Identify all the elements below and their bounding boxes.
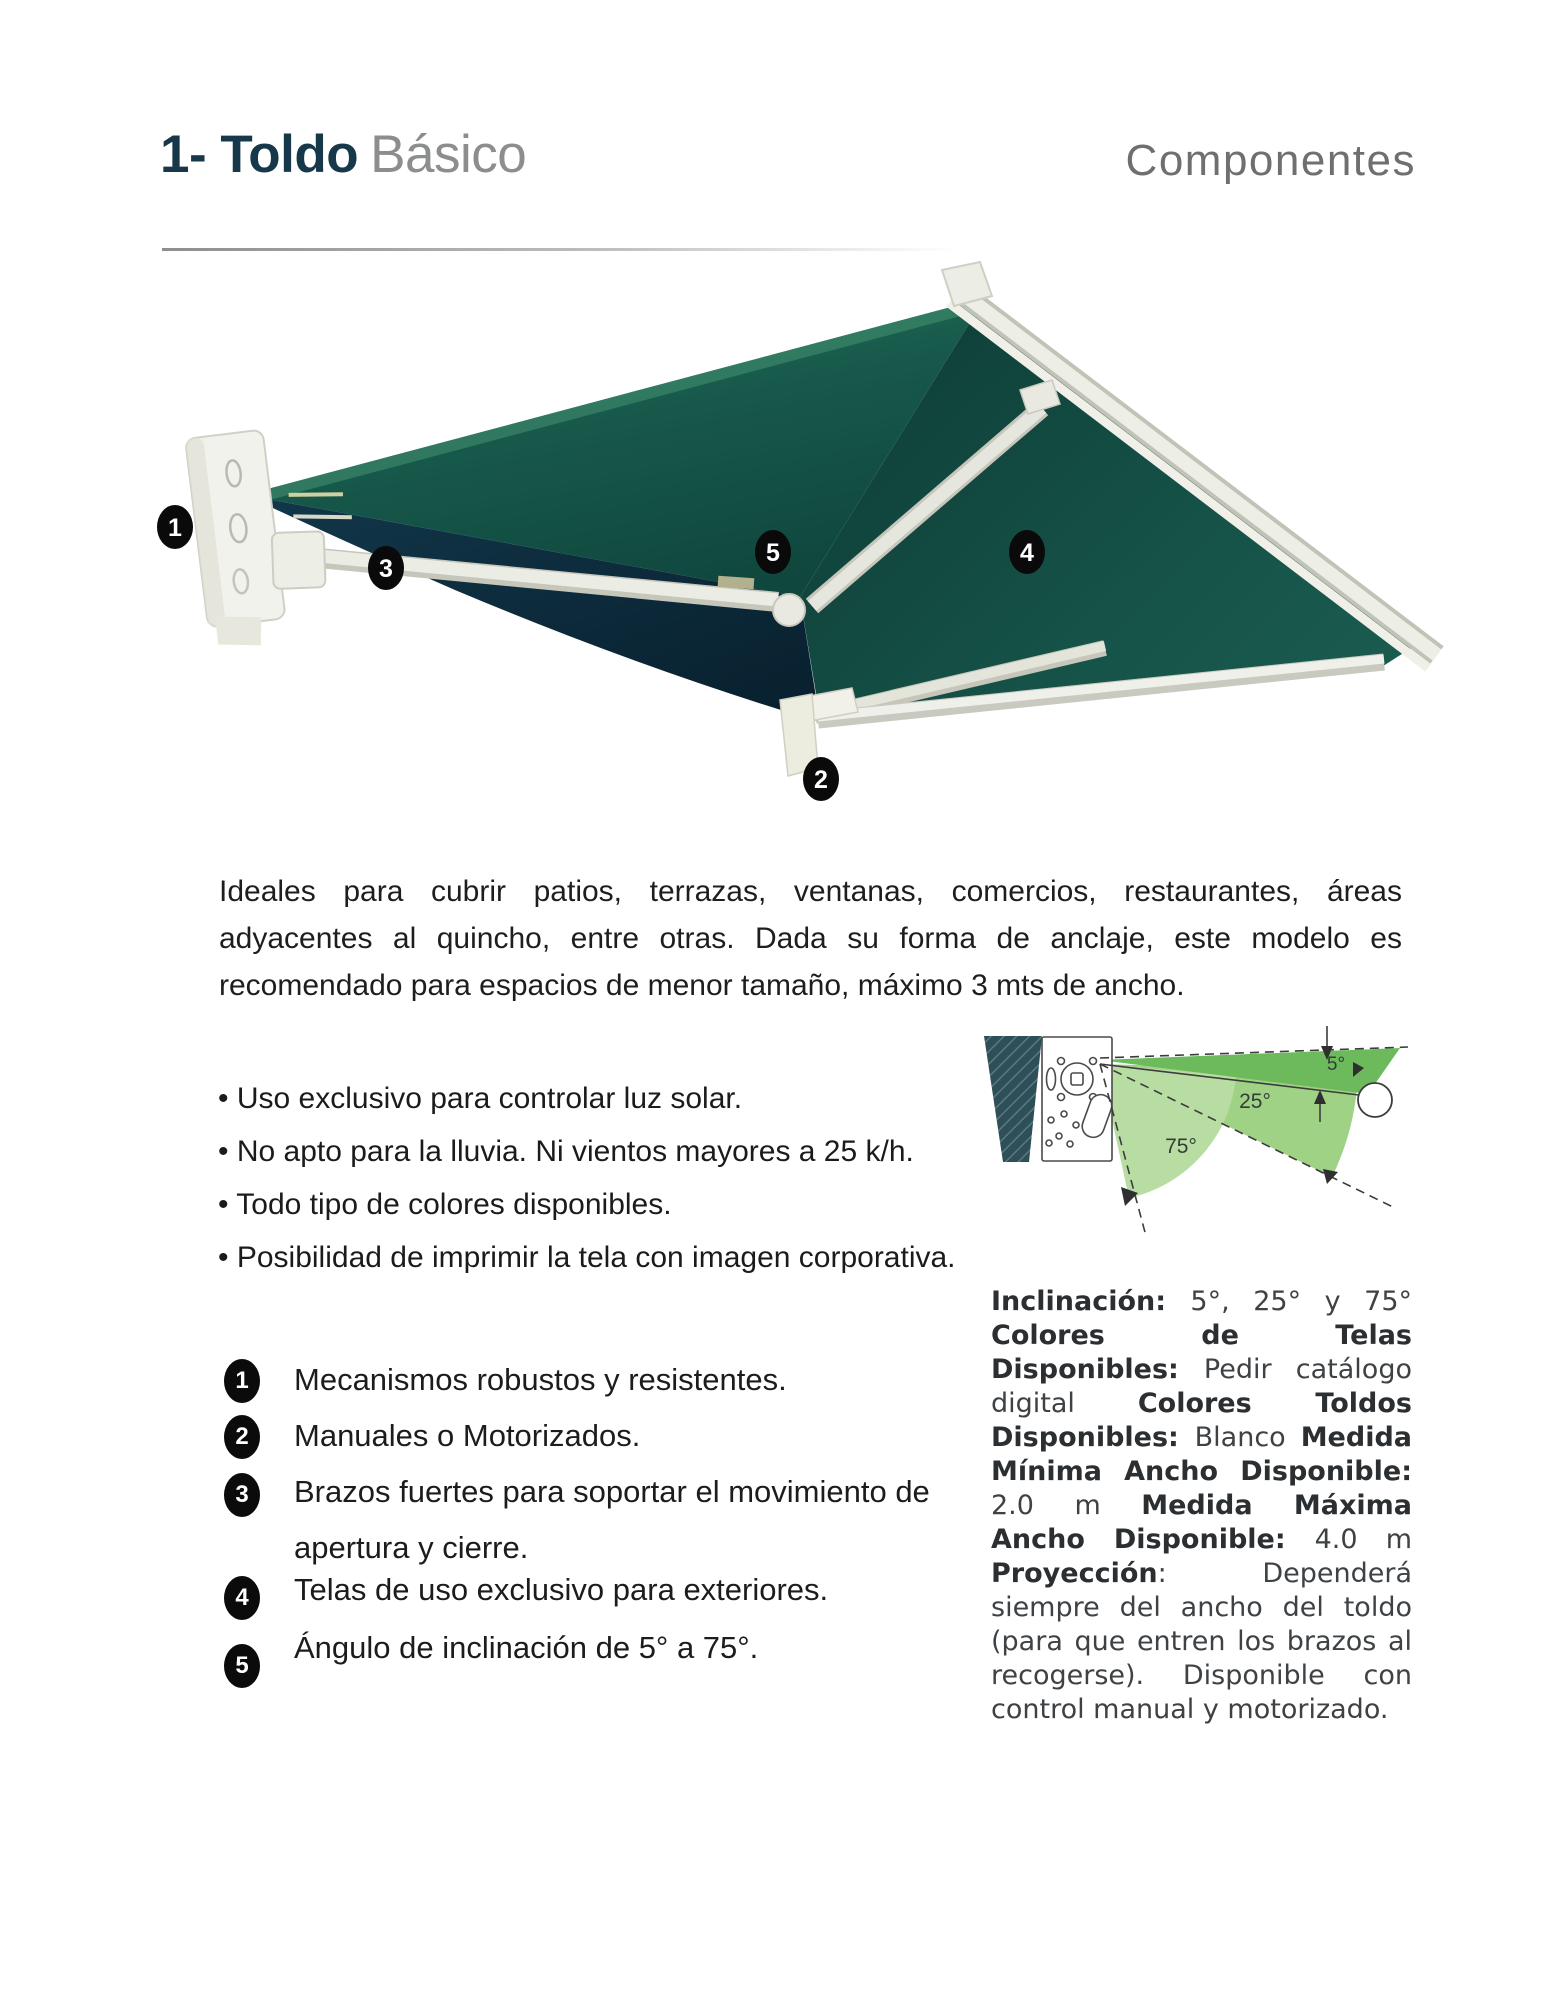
marker-5	[755, 530, 791, 574]
bullet-item: • Uso exclusivo para controlar luz solar.	[218, 1082, 956, 1116]
svg-text:4: 4	[1020, 539, 1034, 567]
feature-text-3: Brazos fuertes para soportar el movimiento de apertura y cierre.	[294, 1474, 930, 1565]
svg-text:1: 1	[168, 514, 182, 542]
feature-text-5: Ángulo de inclinación de 5° a 75°.	[294, 1630, 759, 1665]
marker-4	[1009, 530, 1045, 574]
badge-1: 1	[224, 1359, 260, 1403]
roller-end-view	[1358, 1083, 1392, 1117]
feature-badge-4	[224, 1576, 260, 1620]
marker-3	[368, 546, 404, 590]
feature-text-4: Telas de uso exclusivo para exteriores.	[294, 1572, 829, 1607]
badge-4: 4	[224, 1576, 260, 1620]
bullet-item: • Posibilidad de imprimir la tela con imagen corporativa.	[218, 1241, 956, 1275]
intro-paragraph: Ideales para cubrir patios, terrazas, ventanas, comercios, restaurantes, áreas adyacentes al quincho, entre otras. Dada su forma de anclaje, este modelo es recomendado para espacios de menor tamaño, máximo 3 mts de ancho.	[219, 875, 1402, 1002]
marker-2	[803, 757, 839, 801]
angle-label-75: 75°	[1165, 1135, 1197, 1158]
badge-2: 2	[224, 1415, 260, 1459]
svg-text:5: 5	[766, 539, 780, 567]
feature-text-1: Mecanismos robustos y resistentes.	[294, 1362, 787, 1397]
bracket-drawing	[1042, 1037, 1115, 1161]
feature-text-2: Manuales o Motorizados.	[294, 1418, 641, 1453]
feature-badge-5	[224, 1644, 260, 1688]
page-title	[160, 124, 526, 185]
wall-hatch	[984, 1036, 1042, 1162]
page-title-number: 1- Toldo	[160, 125, 359, 184]
marker-1	[157, 505, 193, 549]
angle-label-5: 5°	[1326, 1054, 1346, 1075]
bullet-item: • Todo tipo de colores disponibles.	[218, 1188, 956, 1222]
specs-paragraph: Inclinación: 5°, 25° y 75° Colores de Telas Disponibles: Pedir catálogo digital Colores Toldos Disponibles: Blanco Medida Mínima Ancho Disponible: 2.0 m Medida Máxima Ancho Disponible: 4.0 m Proyección: Dependerá siempre del ancho del toldo (para que entren los brazos al recogerse). Disponible con control manual y motorizado.	[991, 1286, 1413, 1725]
feature-badge-1	[224, 1359, 260, 1403]
angle-label-25: 25°	[1239, 1090, 1271, 1113]
feature-badge-3	[224, 1473, 260, 1517]
badge-5: 5	[224, 1644, 260, 1688]
svg-text:2: 2	[814, 766, 828, 794]
elbow-joint	[773, 594, 805, 626]
awning-illustration	[0, 250, 1545, 820]
feature-badge-2	[224, 1415, 260, 1459]
arm-mount-block	[272, 531, 326, 589]
feature-bullets	[218, 1082, 956, 1294]
page-title-variant: Básico	[370, 125, 527, 184]
badge-3: 3	[224, 1473, 260, 1517]
bullet-item: • No apto para la lluvia. Ni vientos mayores a 25 k/h.	[218, 1135, 956, 1169]
components-heading: Componentes	[1125, 136, 1416, 185]
sector-75	[1100, 1064, 1236, 1198]
inclination-diagram	[950, 1000, 1420, 1240]
svg-text:3: 3	[379, 555, 393, 583]
